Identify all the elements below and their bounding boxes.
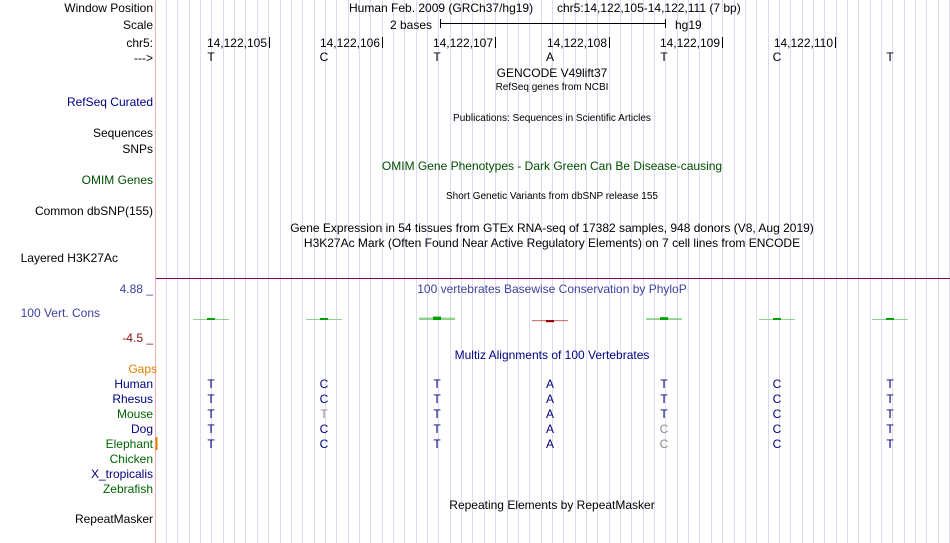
phylop-score-core <box>773 318 781 320</box>
alignment-base: C <box>772 392 782 406</box>
alignment-base: C <box>772 437 782 451</box>
track-label-omim[interactable]: OMIM Genes <box>81 173 153 187</box>
species-label-mouse[interactable]: Mouse <box>116 407 153 421</box>
species-label-x_tropicalis[interactable]: X_tropicalis <box>90 467 153 481</box>
alignment-base: T <box>433 377 441 391</box>
alignment-base: T <box>660 407 668 421</box>
alignment-base: T <box>660 377 668 391</box>
species-label-chicken[interactable]: Chicken <box>109 452 153 466</box>
multiz-title: Multiz Alignments of 100 Vertebrates <box>454 348 650 362</box>
gtex-title: Gene Expression in 54 tissues from GTEx RNA-seq of 17382 samples, 948 donors (V8, Aug 2019) <box>290 221 814 235</box>
alignment-base: T <box>207 377 215 391</box>
ruler-position-label: 14,122,108 <box>546 36 607 50</box>
gencode-title: GENCODE V49lift37 <box>496 66 608 80</box>
phylop-min-label: -4.5 _ <box>122 331 153 345</box>
phylop-score-core <box>660 317 668 320</box>
phylop-max-label: 4.88 _ <box>119 282 153 296</box>
ruler-position-label: 14,122,105 <box>206 36 267 50</box>
phylop-score-core <box>886 318 894 320</box>
publications-title: Publications: Sequences in Scientific Articles <box>453 113 651 124</box>
species-label-zebrafish[interactable]: Zebrafish <box>102 482 153 496</box>
scale-label: Scale <box>122 18 153 32</box>
alignment-base: T <box>886 437 894 451</box>
window-position-label: Window Position <box>64 1 153 15</box>
reference-base: T <box>207 50 215 64</box>
h3k27ac-title: H3K27Ac Mark (Often Found Near Active Regulatory Elements) on 7 cell lines from ENCODE <box>303 236 801 250</box>
track-label-dbsnp[interactable]: Common dbSNP(155) <box>34 204 153 218</box>
alignment-base: C <box>319 392 329 406</box>
alignment-base: T <box>207 422 215 436</box>
track-label-repeatmasker[interactable]: RepeatMasker <box>74 512 153 526</box>
alignment-base: A <box>545 422 554 436</box>
alignment-base: A <box>545 377 554 391</box>
alignment-base: C <box>772 407 782 421</box>
species-label-human[interactable]: Human <box>114 377 153 391</box>
alignment-base: T <box>886 407 894 421</box>
phylop-score-core <box>433 317 441 320</box>
ruler-position-label: 14,122,109 <box>659 36 720 50</box>
track-label-gaps[interactable]: Gaps <box>128 362 157 376</box>
alignment-base: T <box>207 392 215 406</box>
alignment-base: A <box>545 437 554 451</box>
reference-base: C <box>319 50 329 64</box>
alignment-base: A <box>545 407 554 421</box>
track-label-sequences[interactable]: Sequences <box>92 126 153 140</box>
repeatmasker-title: Repeating Elements by RepeatMasker <box>449 498 655 512</box>
alignment-base: T <box>886 422 894 436</box>
alignment-base: C <box>772 377 782 391</box>
alignment-base: T <box>660 392 668 406</box>
alignment-base: T <box>433 392 441 406</box>
strand-label: ---> <box>134 51 153 65</box>
alignment-base: T <box>433 422 441 436</box>
scale-value: 2 bases <box>390 18 433 32</box>
alignment-base: T <box>886 392 894 406</box>
alignment-base: C <box>319 437 329 451</box>
alignment-base: C <box>659 437 669 451</box>
alignment-base: T <box>433 437 441 451</box>
alignment-base: C <box>319 377 329 391</box>
alignment-base: A <box>545 392 554 406</box>
phylop-score-core <box>207 318 215 320</box>
phylop-score-core <box>546 320 554 322</box>
alignment-base: C <box>772 422 782 436</box>
dbsnp-title: Short Genetic Variants from dbSNP release 155 <box>446 191 658 202</box>
track-label-h3k27ac[interactable]: Layered H3K27Ac <box>20 251 118 265</box>
alignment-base: C <box>319 422 329 436</box>
reference-base: T <box>660 50 668 64</box>
position-readout[interactable]: chr5:14,122,105-14,122,111 (7 bp) <box>557 1 741 15</box>
ruler-position-label: 14,122,110 <box>773 36 833 50</box>
chrom-label: chr5: <box>126 36 153 50</box>
alignment-base: T <box>207 437 215 451</box>
track-label-snps[interactable]: SNPs <box>122 142 153 156</box>
assembly-name: Human Feb. 2009 (GRCh37/hg19) <box>349 1 534 15</box>
ruler-position-label: 14,122,107 <box>432 36 493 50</box>
omim-title: OMIM Gene Phenotypes - Dark Green Can Be Disease-causing <box>381 159 723 173</box>
alignment-base: T <box>886 377 894 391</box>
ruler-position-label: 14,122,106 <box>319 36 380 50</box>
track-label-phylop[interactable]: 100 Vert. Cons <box>20 306 100 320</box>
species-label-dog[interactable]: Dog <box>130 422 153 436</box>
alignment-base: T <box>207 407 215 421</box>
phylop-title: 100 vertebrates Basewise Conservation by PhyloP <box>417 282 687 296</box>
reference-base: T <box>433 50 441 64</box>
reference-base: T <box>886 50 894 64</box>
reference-base: C <box>772 50 782 64</box>
phylop-score-core <box>320 318 328 320</box>
alignment-base: C <box>659 422 669 436</box>
track-label-refseq[interactable]: RefSeq Curated <box>66 95 153 109</box>
alignment-base: T <box>320 407 328 421</box>
reference-base: A <box>545 50 554 64</box>
scale-db: hg19 <box>675 18 702 32</box>
species-label-elephant[interactable]: Elephant <box>105 437 153 451</box>
alignment-base: T <box>433 407 441 421</box>
species-label-rhesus[interactable]: Rhesus <box>112 392 153 406</box>
refseq-subtitle: RefSeq genes from NCBI <box>495 82 609 93</box>
